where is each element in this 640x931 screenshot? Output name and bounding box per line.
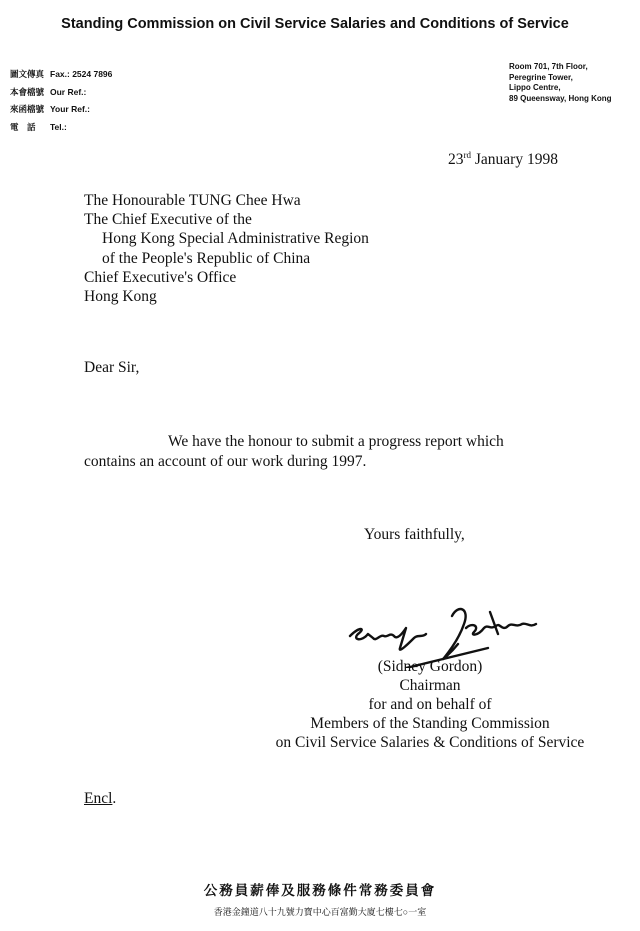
fax-row: [10, 66, 112, 84]
letterhead-meta: [10, 66, 112, 136]
address-line: Lippo Centre,: [509, 83, 561, 92]
addressee-line: of the People's Republic of China: [102, 249, 311, 267]
our-ref-row: [10, 84, 112, 102]
letter-body: [84, 432, 565, 472]
fax-label-zh: 圖文傳真: [10, 69, 45, 79]
your-ref-row: [10, 101, 112, 119]
address-line: 89 Queensway, Hong Kong: [509, 93, 612, 103]
signatory-name: (Sidney Gordon): [377, 658, 483, 675]
addressee-line: Chief Executive's Office: [84, 268, 237, 286]
footer-name-zh: 公務員薪俸及服務條件常務委員會: [203, 883, 437, 898]
signatory-line: on Civil Service Salaries & Conditions of Service: [275, 734, 585, 751]
footer-address-zh: 香港金鐘道八十九號力寶中心百富勤大廈七樓七○一室: [213, 907, 427, 917]
signatory-line: for and on behalf of: [368, 696, 492, 713]
addressee-block: [84, 191, 369, 306]
address-line: Peregrine Tower,: [509, 72, 573, 82]
addressee-line: Hong Kong Special Administrative Region: [102, 230, 369, 248]
date-suffix: rd: [463, 150, 471, 160]
enclosure-note: [84, 790, 116, 808]
signatory-line: Members of the Standing Commission: [310, 715, 550, 732]
our-ref-label: Our Ref.:: [50, 86, 87, 97]
enclosure-dot: .: [112, 790, 117, 807]
tel-label-zh: 電 話: [10, 121, 36, 132]
addressee-line: The Honourable TUNG Chee Hwa: [84, 192, 301, 209]
tel-label: Tel.:: [50, 121, 67, 132]
date-day: 23: [448, 151, 464, 168]
signatory-block: [240, 657, 620, 752]
date-month-year: January 1998: [474, 151, 558, 168]
address-line: Room 701, 7th Floor,: [509, 62, 588, 71]
addressee-line: The Chief Executive of the: [84, 211, 252, 229]
addressee-line: Hong Kong: [84, 288, 157, 306]
letterhead-address: [509, 62, 612, 104]
signatory-title: Chairman: [399, 677, 461, 694]
salutation: Dear Sir,: [84, 359, 140, 376]
letter-date: [448, 150, 558, 169]
letterhead-title: Standing Commission on Civil Service Salaries and Conditions of Service: [61, 16, 569, 32]
fax-label: Fax.: 2524 7896: [50, 69, 113, 79]
tel-row: [10, 119, 112, 137]
body-line: contains an account of our work during 1997.: [84, 453, 367, 470]
enclosure-label: Encl: [84, 790, 113, 807]
your-ref-label: Your Ref.:: [50, 104, 90, 114]
your-ref-label-zh: 來函檔號: [10, 104, 45, 114]
body-line: We have the honour to submit a progress report which: [168, 433, 504, 450]
complimentary-close: Yours faithfully,: [364, 526, 465, 543]
our-ref-label-zh: 本會檔號: [10, 86, 45, 97]
